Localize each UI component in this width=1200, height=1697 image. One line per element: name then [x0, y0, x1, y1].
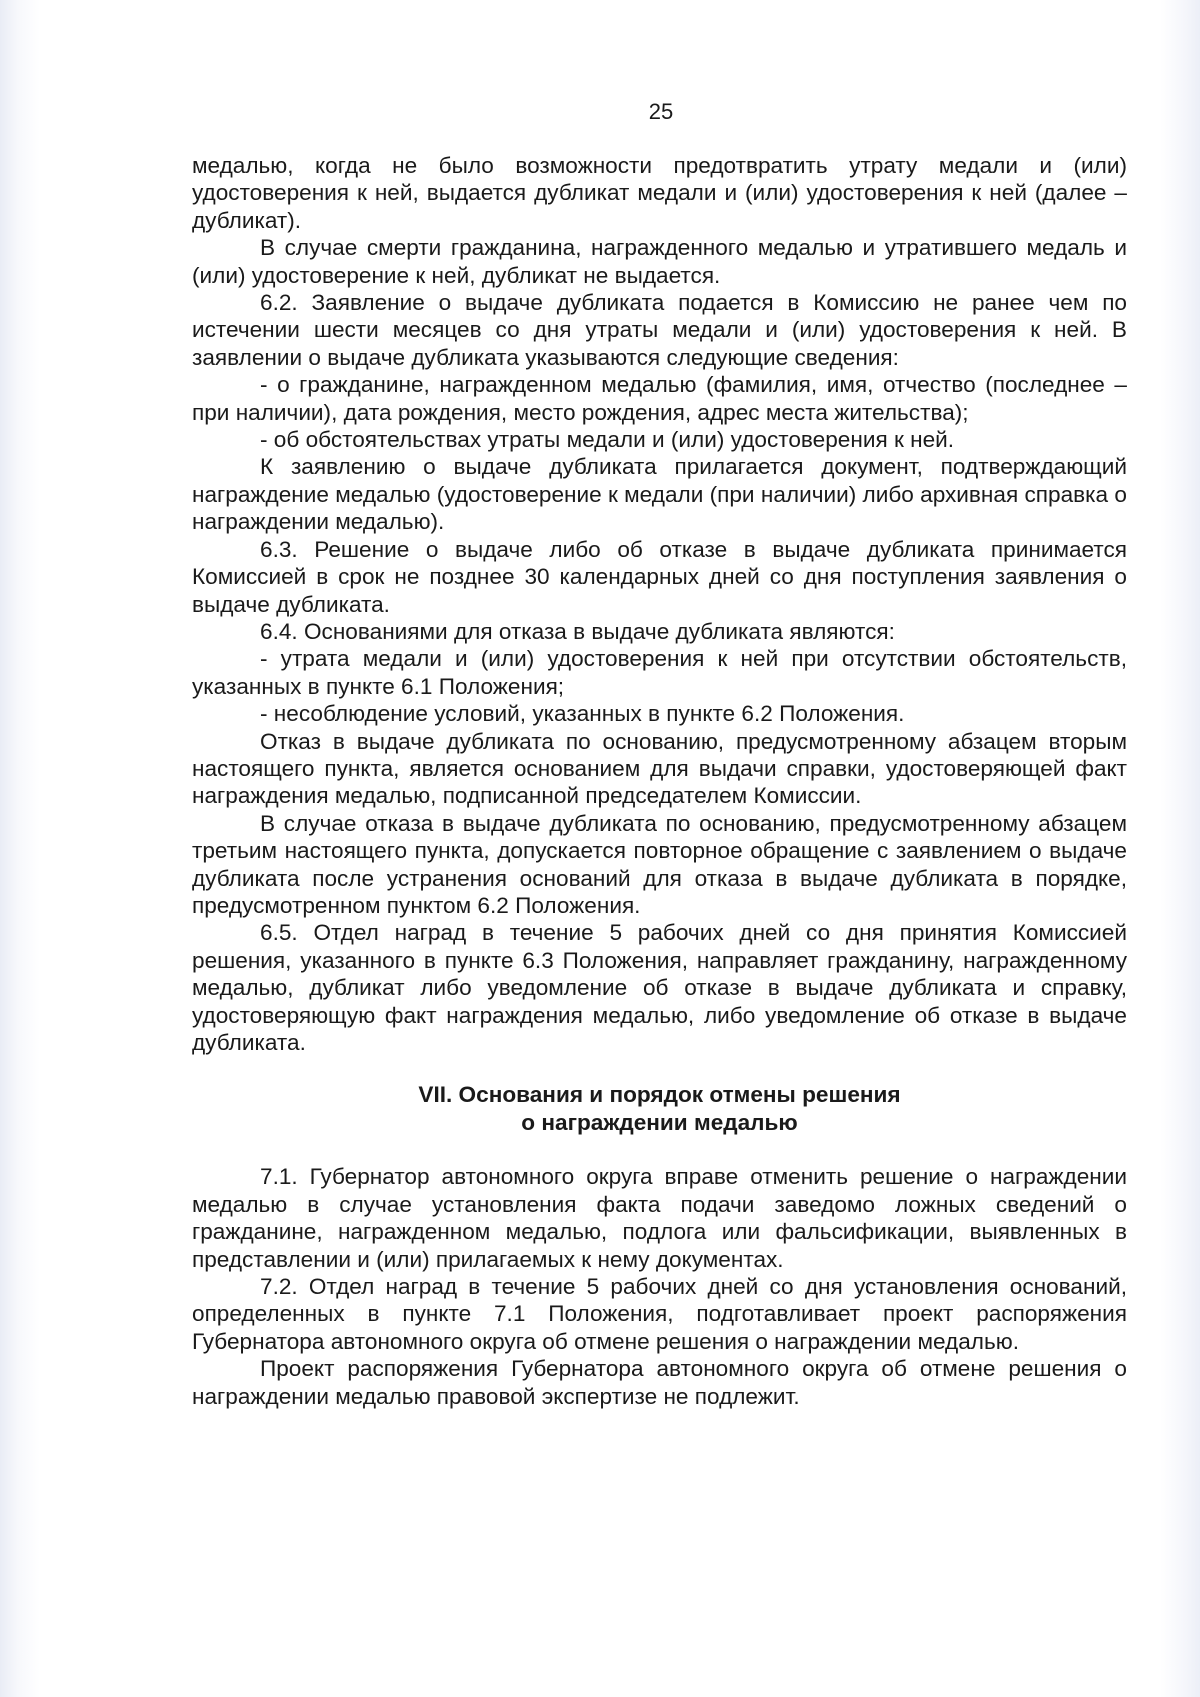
- page-number: 25: [648, 99, 674, 124]
- document-body: [192, 152, 1127, 1410]
- paragraph: Проект распоряжения Губернатора автономного округа об отмене решения о награждении медалью правовой экспертизе не подлежит.: [192, 1356, 1127, 1409]
- paragraph: медалью, когда не было возможности предотвратить утрату медали и (или) удостоверения к ней, выдается дубликат медали и (или) удостоверения к ней (далее – дубликат).: [192, 153, 1127, 233]
- paragraph: - утрата медали и (или) удостоверения к ней при отсутствии обстоятельств, указанных в пункте 6.1 Положения;: [192, 646, 1127, 699]
- paragraph: - об обстоятельствах утраты медали и (или) удостоверения к ней.: [260, 427, 955, 453]
- paragraph: 6.2. Заявление о выдаче дубликата подается в Комиссию не ранее чем по истечении шести месяцев со дня утраты медали и (или) удостоверения к ней. В заявлении о выдаче дубликата указываются следующие сведения:: [192, 290, 1127, 370]
- paragraph: 6.3. Решение о выдаче либо об отказе в выдаче дубликата принимается Комиссией в срок не позднее 30 календарных дней со дня поступления заявления о выдаче дубликата.: [192, 536, 1127, 617]
- paragraph: 6.5. Отдел наград в течение 5 рабочих дней со дня принятия Комиссией решения, указанного в пункте 6.3 Положения, направляет гражданину, награжденному медалью, дубликат либо уведомление об отказе в выдаче дубликата и справку, удостоверяющую факт награждения медалью, либо уведомление об отказе в выдаче дубликата.: [192, 920, 1127, 1055]
- paragraph: К заявлению о выдаче дубликата прилагается документ, подтверждающий награждение медалью (удостоверение к медали (при наличии) либо архивная справка о награждении медалью).: [192, 454, 1127, 535]
- section-heading-line: о награждении медалью: [521, 1110, 798, 1136]
- section-7-text: [192, 1163, 1127, 1410]
- paragraph: В случае отказа в выдаче дубликата по основанию, предусмотренному абзацем третьим настоящего пункта, допускается повторное обращение с заявлением о выдаче дубликата после устранения оснований для отказа в выдаче дубликата в порядке, предусмотренном пунктом 6.2 Положения.: [192, 810, 1127, 918]
- section-heading-line: VII. Основания и порядок отмены решения: [418, 1082, 901, 1108]
- paragraph: В случае смерти гражданина, награжденного медалью и утратившего медаль и (или) удостоверение к ней, дубликат не выдается.: [192, 235, 1127, 288]
- paragraph: - о гражданине, награжденном медалью (фамилия, имя, отчество (последнее – при наличии), дата рождения, место рождения, адрес места жительства);: [192, 372, 1127, 425]
- paragraph: - несоблюдение условий, указанных в пункте 6.2 Положения.: [260, 701, 905, 727]
- paragraph: 7.2. Отдел наград в течение 5 рабочих дней со дня установления оснований, определенных в пункте 7.1 Положения, подготавливает проект распоряжения Губернатора автономного округа об отмене решения о награждении медалью.: [192, 1274, 1127, 1354]
- paragraph: 6.4. Основаниями для отказа в выдаче дубликата являются:: [260, 618, 895, 644]
- section-6-text: [192, 152, 1127, 1056]
- paragraph: Отказ в выдаче дубликата по основанию, предусмотренному абзацем вторым настоящего пункта, является основанием для выдачи справки, удостоверяющей факт награждения медалью, подписанной председателем Комиссии.: [192, 728, 1127, 809]
- paragraph: 7.1. Губернатор автономного округа вправе отменить решение о награждении медалью в случае установления факта подачи заведомо ложных сведений о гражданине, награжденном медалью, подлога или фальсификации, выявленных в представлении и (или) прилагаемых к нему документах.: [192, 1164, 1127, 1272]
- section-heading: [192, 1081, 1127, 1137]
